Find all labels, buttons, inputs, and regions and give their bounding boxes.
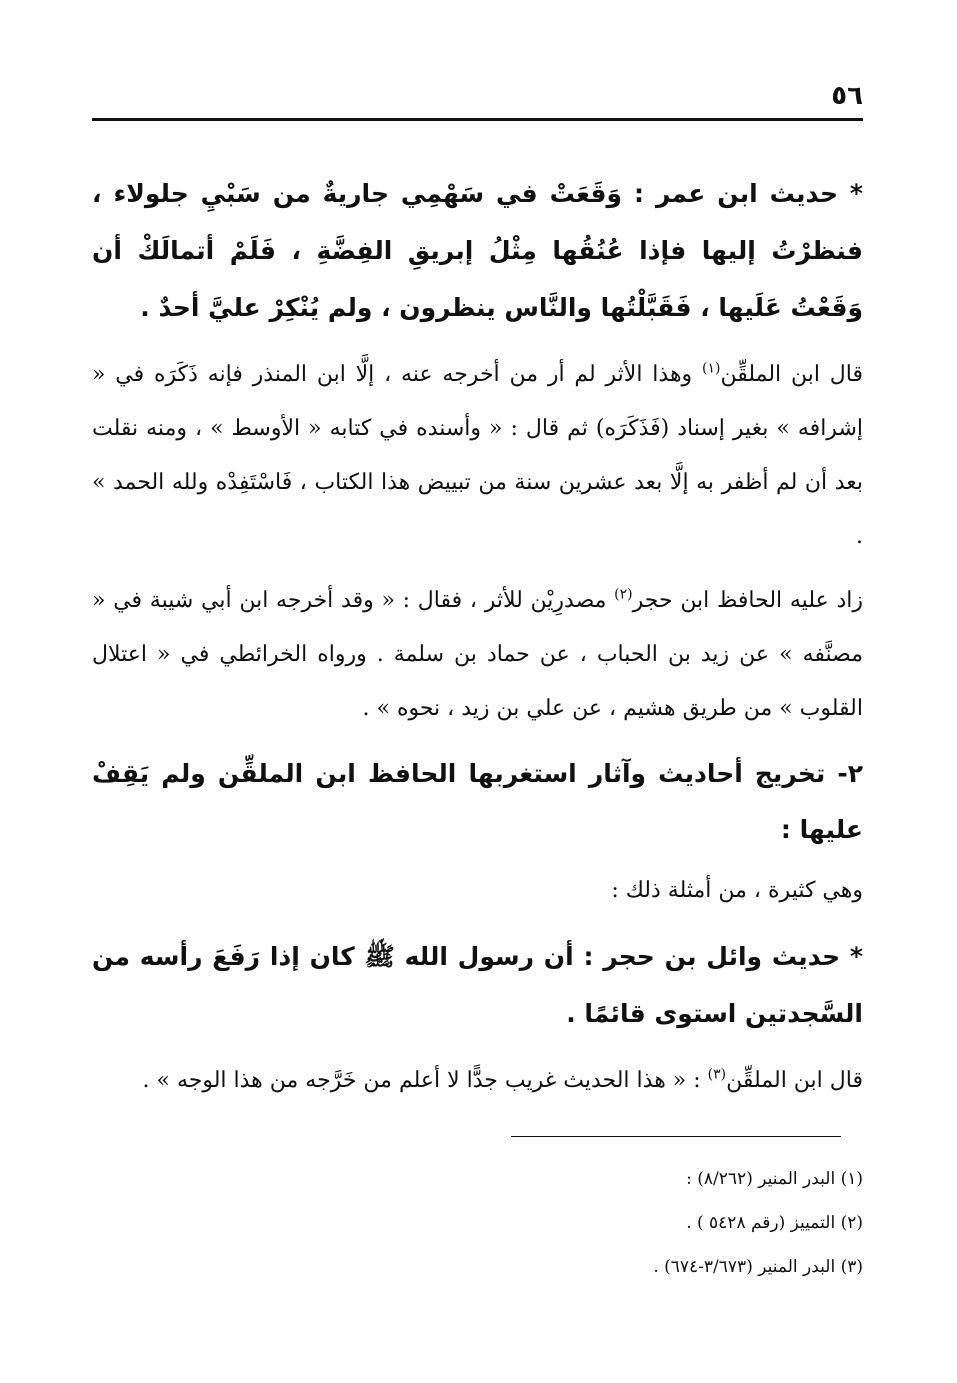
book-page	[92, 78, 863, 1289]
footnotes-list	[92, 1157, 863, 1289]
paragraph-ibn-mulaqqin-2	[92, 1054, 863, 1108]
footnote-text: البدر المنير (٣/٦٧٣-٦٧٤) .	[653, 1257, 836, 1277]
footnote-text: التمييز (رقم ٥٤٢٨ ) .	[686, 1213, 836, 1233]
footnote-text: البدر المنير (٨/٢٦٢) :	[686, 1169, 836, 1189]
header-rule	[92, 118, 863, 121]
paragraph-examples-intro: وهي كثيرة ، من أمثلة ذلك :	[611, 878, 863, 903]
footnote-number: (٣)	[840, 1257, 863, 1277]
paragraph-text: مصدرِيْن للأثر ، فقال : « وقد أخرجه ابن أبي شيبة في « مصنَّفه » عن زيد بن الحباب ، عن حماد بن سلمة . ورواه الخرائطي في « اعتلال القلوب » من طريق هشيم ، عن علي بن زيد ، نحوه » .	[92, 588, 863, 721]
paragraph-text: وهذا الأثر لم أر من أخرجه عنه ، إلَّا ابن المنذر فإنه ذَكَرَه في « إشرافه » بغير إسناد (فَذَكَرَه) ثم قال : « وأسنده في كتابه « الأوسط » ، ومنه نقلت بعد أن لم أظفر به إلَّا بعد عشرين سنة من تبييض هذا الكتاب ، فَاسْتَفِدْه ولله الحمد » .	[92, 362, 863, 549]
paragraph-text: : « هذا الحديث غريب جدًّا لا أعلم من خَرَّجه من هذا الوجه » .	[142, 1068, 708, 1093]
footnote-item	[92, 1201, 863, 1245]
paragraph-ibn-mulaqqin-1	[92, 348, 863, 564]
footnote-reference-2[interactable]: (٢)	[614, 586, 633, 603]
hadith-wail-ibn-hujr: * حديث وائل بن حجر : أن رسول الله ﷺ كان إذا رَفَعَ رأسه من السَّجدتين استوى قائمًا .	[92, 942, 863, 1028]
paragraph-ibn-hajar	[92, 574, 863, 736]
footnote-rule	[511, 1136, 841, 1137]
footnote-number: (٢)	[840, 1213, 863, 1233]
footnote-number: (١)	[840, 1169, 863, 1189]
paragraph-text: قال ابن الملقِّن	[720, 362, 863, 387]
footnote-reference-1[interactable]: (١)	[702, 360, 721, 377]
page-number: ٥٦	[831, 81, 863, 111]
footnote-reference-3[interactable]: (٣)	[707, 1066, 727, 1083]
hadith-ibn-umar: * حديث ابن عمر : وَقَعَتْ في سَهْمِي جاريةٌ من سَبْيِ جلولاء ، فنظرْتُ إليها فإذا عُنُقُها مِثْلُ إبريقِ الفِضَّةِ ، فَلَمْ أتمالَكْ أن وَقَعْتُ عَلَيها ، فَقَبَّلْتُها والنَّاس ينظرون ، ولم يُنْكِرْ عليَّ أحدٌ .	[92, 179, 863, 322]
paragraph-text: زاد عليه الحافظ ابن حجر	[632, 588, 863, 613]
section-heading: ٢- تخريج أحاديث وآثار استغربها الحافظ ابن الملقِّن ولم يَقِفْ عليها :	[92, 759, 863, 844]
footnote-item	[92, 1157, 863, 1201]
paragraph-text: قال ابن الملقِّن	[726, 1068, 863, 1093]
footnote-item	[92, 1245, 863, 1289]
